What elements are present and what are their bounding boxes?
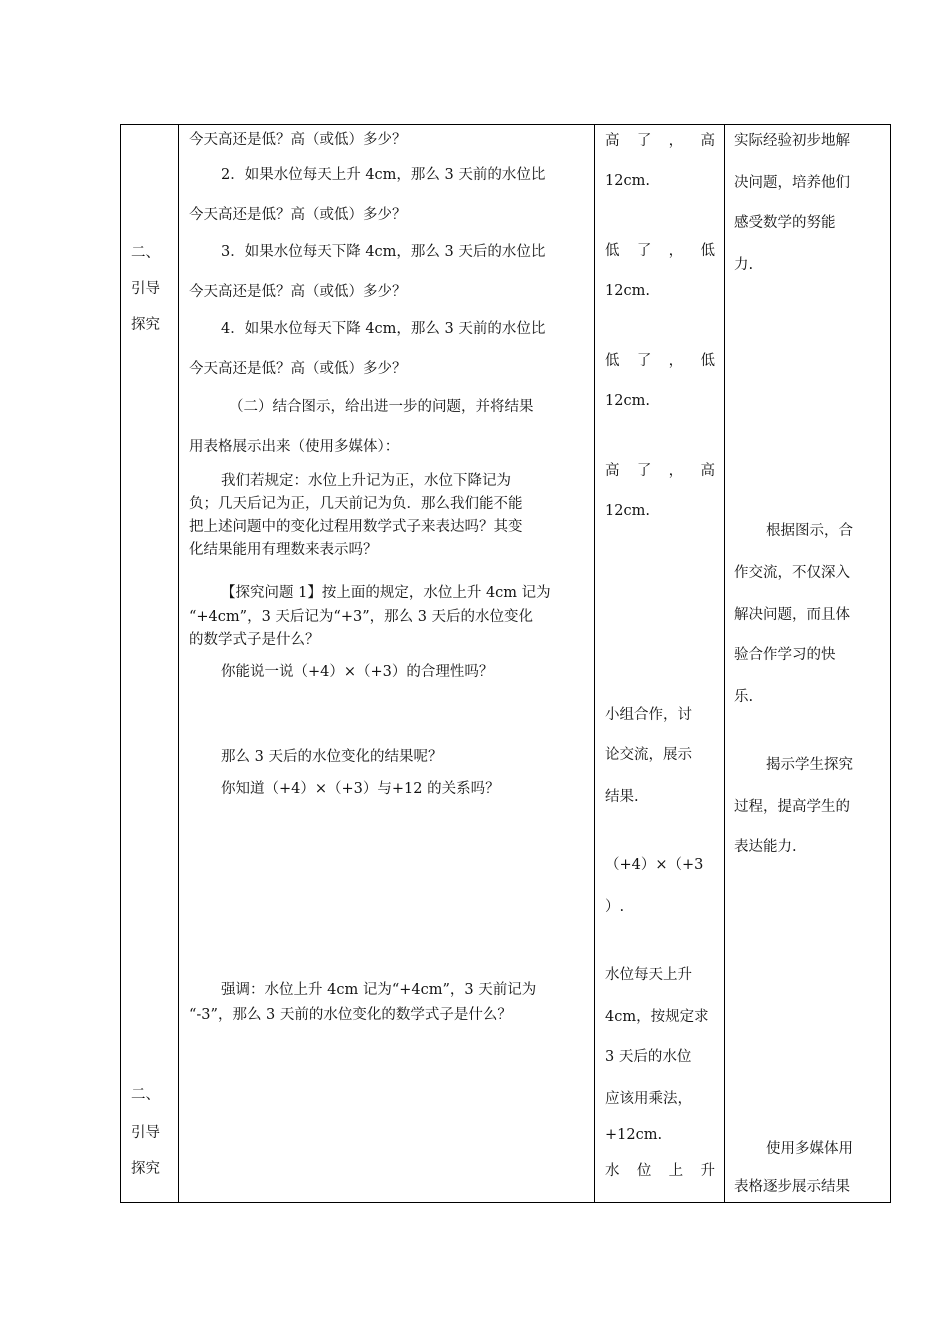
answer-line: 12cm. bbox=[605, 393, 650, 409]
answer-line: 低 了 ， 低 bbox=[605, 353, 715, 369]
lesson-plan-table bbox=[120, 124, 891, 1203]
column-divider bbox=[178, 125, 179, 1202]
section-label: 引导 bbox=[131, 1125, 160, 1141]
section-label: 二、 bbox=[131, 1087, 160, 1103]
section-heading: （二）结合图示，给出进一步的问题，并将结果 bbox=[229, 399, 534, 415]
answer-line: 12cm. bbox=[605, 173, 650, 189]
paragraph-line: “-3”，那么 3 天前的水位变化的数学式子是什么？ bbox=[189, 1007, 512, 1023]
paragraph-line: 化结果能用有理数来表示吗？ bbox=[189, 542, 378, 558]
intent-line: 力. bbox=[734, 257, 754, 273]
answer-line: 12cm. bbox=[605, 503, 650, 519]
answer-line: 高 了 ， 高 bbox=[605, 133, 715, 149]
paragraph-line: 强调：水位上升 4cm 记为“+4cm”，3 天前记为 bbox=[221, 982, 537, 998]
intent-line: 验合作学习的快 bbox=[734, 647, 836, 663]
intent-line: 揭示学生探究 bbox=[766, 757, 853, 773]
question-line: 今天高还是低？高（或低）多少？ bbox=[189, 132, 407, 148]
intent-line: 解决问题，而且体 bbox=[734, 607, 850, 623]
activity-line: +12cm. bbox=[605, 1127, 663, 1143]
activity-line: 应该用乘法， bbox=[605, 1091, 692, 1107]
activity-line: 小组合作，讨 bbox=[605, 707, 692, 723]
intent-line: 乐. bbox=[734, 689, 754, 705]
section-label: 探究 bbox=[131, 1161, 160, 1177]
answer-line: 12cm. bbox=[605, 283, 650, 299]
question-line: 你能说一说（+4）×（+3）的合理性吗？ bbox=[221, 664, 494, 680]
activity-line: 水 位 上 升 bbox=[605, 1163, 715, 1179]
question-line: 3．如果水位每天下降 4cm，那么 3 天后的水位比 bbox=[221, 244, 546, 260]
question-line: 今天高还是低？高（或低）多少？ bbox=[189, 284, 407, 300]
intent-line: 表格逐步展示结果 bbox=[734, 1179, 850, 1195]
column-divider bbox=[724, 125, 725, 1202]
intent-line: 使用多媒体用 bbox=[766, 1141, 853, 1157]
intent-line: 作交流，不仅深入 bbox=[734, 565, 850, 581]
section-label: 探究 bbox=[131, 317, 160, 333]
section-label: 引导 bbox=[131, 281, 160, 297]
expression-line: （+4）×（+3 bbox=[605, 857, 704, 873]
intent-line: 感受数学的努能 bbox=[734, 215, 836, 231]
question-line: 今天高还是低？高（或低）多少？ bbox=[189, 207, 407, 223]
question-line: 2．如果水位每天上升 4cm，那么 3 天前的水位比 bbox=[221, 167, 546, 183]
intent-line: 表达能力. bbox=[734, 839, 797, 855]
activity-line: 水位每天上升 bbox=[605, 967, 692, 983]
paragraph-line: 把上述问题中的变化过程用数学式子来表达吗？其变 bbox=[189, 519, 523, 535]
question-line: 用表格展示出来（使用多媒体）： bbox=[189, 439, 400, 455]
activity-line: 4cm，按规定求 bbox=[605, 1009, 709, 1025]
section-label: 二、 bbox=[131, 245, 160, 261]
question-line: 那么 3 天后的水位变化的结果呢？ bbox=[221, 749, 443, 765]
paragraph-line: 我们若规定：水位上升记为正，水位下降记为 bbox=[221, 473, 511, 489]
paragraph-line: 【探究问题 1】按上面的规定，水位上升 4cm 记为 bbox=[221, 585, 551, 601]
paragraph-line: 的数学式子是什么？ bbox=[189, 632, 320, 648]
question-line: 4．如果水位每天下降 4cm，那么 3 天前的水位比 bbox=[221, 321, 546, 337]
question-line: 今天高还是低？高（或低）多少？ bbox=[189, 361, 407, 377]
activity-line: 3 天后的水位 bbox=[605, 1049, 692, 1065]
paragraph-line: “+4cm”，3 天后记为“+3”，那么 3 天后的水位变化 bbox=[189, 609, 534, 625]
intent-line: 决问题，培养他们 bbox=[734, 175, 850, 191]
expression-line: ）. bbox=[605, 899, 625, 915]
activity-line: 结果. bbox=[605, 789, 639, 805]
intent-line: 过程，提高学生的 bbox=[734, 799, 850, 815]
activity-line: 论交流，展示 bbox=[605, 747, 692, 763]
answer-line: 低 了 ， 低 bbox=[605, 243, 715, 259]
intent-line: 实际经验初步地解 bbox=[734, 133, 850, 149]
question-line: 你知道（+4）×（+3）与+12 的关系吗？ bbox=[221, 781, 500, 797]
answer-line: 高 了 ， 高 bbox=[605, 463, 715, 479]
intent-line: 根据图示，合 bbox=[766, 523, 853, 539]
paragraph-line: 负；几天后记为正，几天前记为负．那么我们能不能 bbox=[189, 496, 523, 512]
column-divider bbox=[594, 125, 595, 1202]
